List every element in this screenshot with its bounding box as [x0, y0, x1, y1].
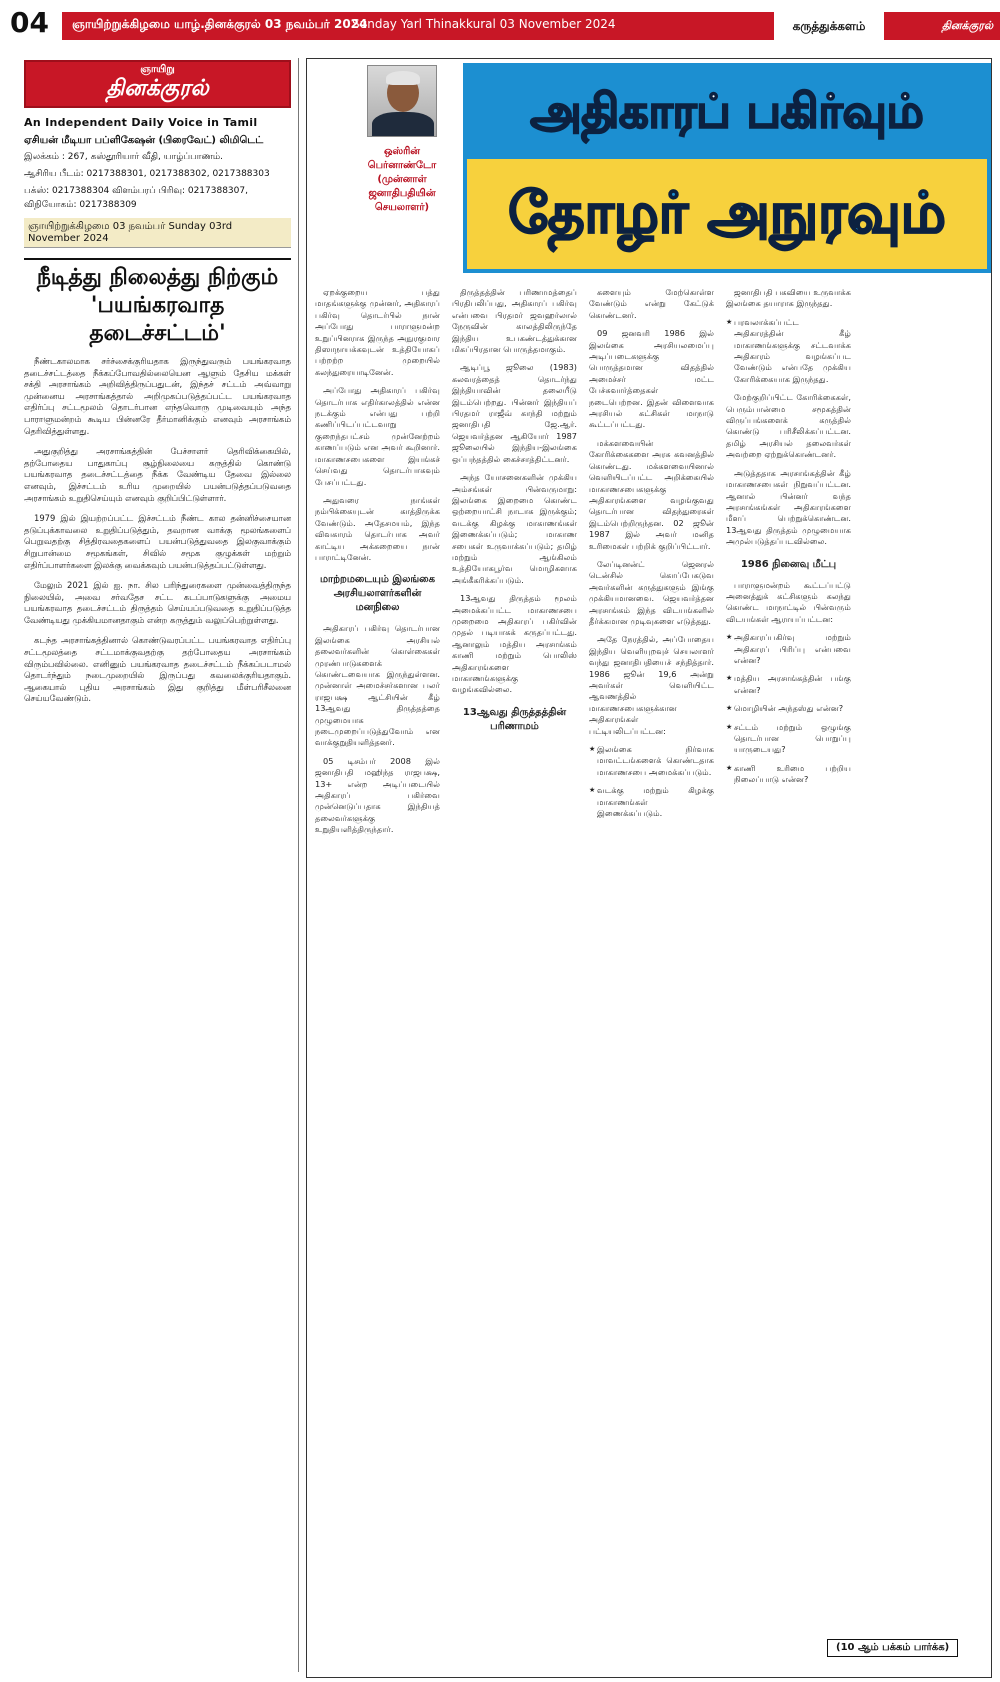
article-bullet: ★ வடக்கு மற்றும் கிழக்கு மாகாணங்கள் இணைக்கப்படும். [589, 785, 714, 819]
article-column-3 [589, 287, 714, 1671]
article-paragraph: திருத்தத்தின் பரிணாமத்தைப் பிரதிபலிப்பது, அதிகாரப் பகிர்வு என்பவை பிரதமர் ஜவஹர்லால் நேருவின் காலத்திலிருந்தே இந்திய உபகண்டத்துக்கான மிகப்பிரதான பொருத்தமாகும். [452, 287, 577, 355]
article-paragraph: அதுவரை நாங்கள் நம்பிக்கையுடன் காத்திருக்க வேண்டும். அதேசமயம், இந்த விவகாரம் தொடர்பாக அவர் காட்டிய அக்கறையை நான் பாராட்டினேன். [315, 494, 440, 562]
article-paragraph: அதிகாரப் பகிர்வு தொடர்பான இலங்கை அரசியல் தலைவர்களின் கொள்கைகள் முரண்பாடுகளைக் கொண்டவையாக இருந்துள்ளன. முன்னாள் அமைச்சர்களான பலர் ராஜபக்ஷ ஆட்சியின் கீழ் 13ஆவது திருத்தத்தை முழுமையாக நடைமுறைப்படுத்துவோம் என வாக்குறுதியளித்தனர். [315, 623, 440, 748]
article-paragraph: மேற்குறிப்பிட்ட கோரிக்கைகள், பெரும்பான்மை சமூகத்தின் விருப்பங்களைக் கருத்தில் கொண்டு பரிசீலிக்கப்பட்டன. தமிழ் அரசியல் தலைவர்கள் அவற்றை ஏற்றுக்கொண்டனர். [726, 392, 851, 460]
editorial-paragraph: மேலும் 2021 இல் ஐ. நா. சில பரிந்துரைகளை முன்வைத்திருந்த நிலையில், அவை சர்வதேச சட்ட கடப்பாடுகளுக்கு அமைய பயங்கரவாத தடைச்சட்டம் திருத்தம் செய்யப்படுவதை உறுதிப்படுத்த வேண்டியது முக்கியமானதாகும் என்ற கருத்தும் வலுப்பெற்றுள்ளது. [24, 580, 291, 625]
editorial-paragraph: கடந்த அரசாங்கத்தினால் கொண்டுவரப்பட்ட பயங்கரவாத எதிர்ப்பு சட்டமூலத்தை சட்டமாக்குவதற்கு தற்போதைய அரசாங்கம் விரும்பவில்லை. எனினும் பயங்கரவாத தடைச்சட்டம் நீக்கப்படாமல் தொடர்ந்தும் நடைமுறையில் இருப்பது கவலைக்குரியதாகும். ஆகையால் புதிய அரசாங்கம் இது குறித்து மீள்பரிசீலனை செய்யவேண்டும். [24, 635, 291, 704]
article-bullet: ★ சட்டம் மற்றும் ஒழுங்கு தொடர்பான பொறுப்பு யாருடையது? [726, 722, 851, 756]
article-subhead: 13ஆவது திருத்தத்தின் பரிணாமம் [462, 706, 567, 732]
publisher-phones: ஆசிரிய பீடம்: 0217388301, 0217388302, 0217388303 [24, 169, 270, 179]
page-number: 04 [10, 6, 49, 39]
date-english: Sunday Yarl Thinakkural 03 November 2024 [352, 17, 616, 31]
editorial-body [24, 356, 291, 1682]
article-column-1 [315, 287, 440, 1671]
article-paragraph: பாராளுமன்றம் கூட்டப்பட்டு அனைத்துக் கட்சிகளும் கலந்து கொண்ட மாநாட்டில் பின்வரும் விடயங்கள் ஆராயப்பட்டன: [726, 579, 851, 624]
article-bullet: ★ மத்திய அரசாங்கத்தின் பங்கு என்ன? [726, 673, 851, 696]
article-paragraph: 13ஆவது திருத்தம் மூலம் அமைக்கப்பட்ட மாகாணசபை முறைமை அதிகாரப் பகிர்வின் முதல் படியாகக் கருதப்பட்டது. ஆனாலும் மத்திய அரசாங்கம் காணி மற்றும் பொலிஸ் அதிகாரங்களை மாகாணங்களுக்கு வழங்கவில்லை. [452, 593, 577, 695]
article-column-4 [726, 287, 851, 1671]
publisher-name: ஏசியன் மீடியா பப்ளிகேஷன் (பிரைவேட்) லிமிடெட் [24, 135, 264, 146]
masthead-logo [24, 60, 291, 108]
headline-line-1: அதிகாரப் பகிர்வும் [530, 84, 924, 138]
article-columns [315, 287, 985, 1671]
author-box [351, 65, 453, 241]
editorial-title: நீடித்து நிலைத்து நிற்கும் 'பயங்கரவாத தடைச்சட்டம்' [24, 258, 291, 348]
author-byline: ஒஸ்ரின் பெர்னாண்டோ (முன்னாள் ஜனாதிபதியின் செயலாளர்) [367, 146, 437, 213]
article-paragraph: ஏறக்குறைய பத்து மாதங்களுக்கு முன்னர், அதிகாரப் பகிர்வு தொடர்பில் நான் அப்போது பாராளுமன்ற உறுப்பினராக இருந்த அநுரகுமார திஸாநாயக்கவுடன் உத்தியோகப் பற்றற்ற முறையில் கலந்துரையாடினேன். [315, 287, 440, 377]
continued-on-page[interactable]: (10 ஆம் பக்கம் பார்க்க) [827, 1639, 958, 1657]
article-paragraph: ஜனாதிபதி பகவியை உருவாக்க இலங்கை தயாராக இருந்தது. [726, 287, 851, 309]
feature-article [306, 58, 992, 1678]
masthead-sunday: ஞாயிறு [140, 64, 175, 75]
article-paragraph: அப்போது அதிகாரப் பகிர்வு தொடர்பாக எதிர்காலத்தில் என்ன நடக்கும் என்பது பற்றி கணிப்பிடப்பட்டவாறு குறைந்தபட்சம் முன்னேற்றம் காணப்படும் என அவர் கூறினார். மாகாணசபைகளை இயங்கச் செய்வது தொடர்பாகவும் பேசப்பட்டது. [315, 385, 440, 487]
date-tamil: ஞாயிற்றுக்கிழமை யாழ்.தினக்குரல் 03 நவம்பர் 2024 [72, 17, 368, 31]
article-paragraph: அந்த யோசனைகளின் முக்கிய அம்சங்கள் பின்வருமாறு: இலங்கை இறைமை கொண்ட ஒற்றையாட்சி நாடாக இருக்கும்; வடக்கு கிழக்கு மாகாணங்கள் இணைக்கப்படும்; மாகாண சபைகள் உருவாக்கப்படும்; தமிழ் மற்றும் ஆங்கிலம் உத்தியோகபூர்வ மொழிகளாக அங்கீகரிக்கப்படும். [452, 472, 577, 585]
editorial-paragraph: 1979 இல் இயற்றப்பட்ட இச்சட்டம் நீண்ட கால தன்னிச்சையான தடுப்புக்காவலை உறுதிப்படுத்தும், தவறான வாக்கு மூலங்களைப் பெறுவதற்கு சித்திரவதைகளைப் பயன்படுத்துவதை இலகுவாக்கும் சிறுபான்மை சமூகங்கள், சிவில் சமூக குழுக்கள் மற்றும் எதிர்ப்பாளர்களை இலக்கு வைக்கவும் பயன்படுத்தப்பட்டுள்ளது. [24, 513, 291, 570]
masthead-tagline: An Independent Daily Voice in Tamil [24, 116, 258, 129]
article-bullet: ★ பரவலாக்கப்பட்ட அதிகாரத்தின் கீழ் மாகாணங்களுக்கு சட்டவாக்க அதிகாரம் வழங்கப்பட வேண்டும் என்பதே முக்கிய கோரிக்கையாக இருந்தது. [726, 317, 851, 385]
date-strip [62, 12, 935, 40]
article-paragraph: மக்களவையின் கோரிக்கைகளை அரசு கவனத்தில் கொண்டது. மக்களவையினால் வெளியிடப்பட்ட அறிக்கையில் மாகாணசபைகளுக்கு அதிகாரங்களை வழங்குவது தொடர்பான விதந்துரைகள் இடம்பெற்றிருந்தன. 02 ஜூன் 1987 இல் அவர் மனித உரிமைகள் பற்றிக் குறிப்பிட்டார். [589, 437, 714, 551]
article-paragraph: லேப்டினன்ட் ஜெனரல் டென்சில் கொப்பேகடுவ அவர்களின் கருத்துகளும் இங்கு முக்கியமானவை. ஜெயவர்த்தன அரசாங்கம் இந்த விடயங்களில் தீர்க்கமான முடிவுகளை எடுத்தது. [589, 558, 714, 626]
section-label: கருத்துக்களம் [774, 12, 884, 40]
article-paragraph: ஆடிப்பூ ஜூலை (1983) கலவரத்தைத் தொடர்ந்து இந்தியாவின் தலையீடு இடம்பெற்றது. பின்னர் இந்தியப் பிரதமர் ராஜீவ் காந்தி மற்றும் ஜனாதிபதி ஜே.ஆர். ஜெயவர்த்தன ஆகியோர் 1987 ஜூலையில் இந்திய-இலங்கை ஒப்பந்தத்தில் கைச்சாத்திட்டனர். [452, 362, 577, 464]
page-header [0, 0, 1000, 48]
editorial-column [24, 60, 291, 1680]
article-paragraph: களையும் மேற்கொள்ள வேண்டும் என்று கேட்டுக் கொண்டனர். [589, 287, 714, 320]
publisher-address: இலக்கம் : 267, கஸ்தூரியார் வீதி, யாழ்ப்பாணம். [24, 152, 224, 162]
column-divider [298, 58, 299, 1672]
brand-logo-small: தினக்குரல் [935, 12, 1000, 40]
headline-panel [463, 63, 991, 273]
article-subhead: மாற்றமடையும் இலங்கை அரசியலாளர்களின் மனநிலை [319, 574, 436, 614]
article-paragraph: அடுத்ததாக அரசாங்கத்தின் கீழ் மாகாணசபைகள் நிறுவப்பட்டன. ஆனால் பின்னர் வந்த அரசாங்கங்கள் அதிகாரங்களை மீளப் பெற்றுக்கொண்டன. 13ஆவது திருத்தம் முழுமையாக அமுல்படுத்தப்படவில்லை. [726, 467, 851, 547]
article-bullet: ★ காணி உரிமை பற்றிய நிலைப்பாடு என்ன? [726, 763, 851, 786]
headline-line-2: தோழர் அநுரவும் [508, 181, 946, 246]
article-paragraph: அதே நேரத்தில், அப்போதைய இந்திய வெளியுறவுச் செயலாளர் வந்து ஜனாதிபதியைச் சந்தித்தார். 1986 ஜூன் 19,6 அன்று அவர்கள் வெளியிட்ட ஆவணத்தில் மாகாணசபைகளுக்கான அதிகாரங்கள் பட்டியலிடப்பட்டன: [589, 634, 714, 736]
article-paragraph: 09 ஜனவரி 1986 இல் இலங்கை அரசியலமைப்பு அடிப்படைகளுக்கு பொருத்தமான விதத்தில் அமைச்சர் மட்ட பேச்சுவார்த்தைகள் நடைபெற்றன. இதன் விளைவாக அரசியல் கட்சிகள் மாநாடு கூட்டப்பட்டது. [589, 328, 714, 430]
article-paragraph: 05 டிசம்பர் 2008 இல் ஜனாதிபதி மஹிந்த ராஜபக்ஷ, 13+ என்ற அடிப்படையில் அதிகாரப் பகிர்வை முன்னெடுப்பதாக இந்தியத் தலைவர்களுக்கு உறுதியளித்திருந்தார். [315, 755, 440, 835]
article-column-2 [452, 287, 577, 1671]
article-subhead: 1986 நினைவு மீட்பு [740, 558, 837, 570]
article-bullet: ★ அதிகாரப்பகிர்வு மற்றும் அதிகாரப் பிரிப்பு என்பவை என்ன? [726, 632, 851, 666]
publisher-contacts: பக்ஸ்: 0217388304 விளம்பரப் பிரிவு: 0217388307, விநியோகம்: 0217388309 [24, 186, 248, 210]
editorial-paragraph: நீண்டகாலமாக சர்ச்சைக்குரியதாக இருந்துவரும் பயங்கரவாத தடைச்சட்டத்தை நீக்கப்போவதில்லையென ஆளும் தேசிய மக்கள் சக்தி அரசாங்கம் அறிவித்திருப்பதுடன், இந்தச் சட்டம் அவ்வாறு முன்னைய அரசாங்கத்தால் அறிமுகப்படுத்தப்பட்ட பயங்கரவாத எதிர்ப்பு சட்டமூலம் தொடர்பான எந்தவொரு முடிவையும் அந்த பாராளுமன்றம் கூடிய பின்னரே தீர்மானிக்கும் எனவும் அரசாங்கம் தெரிவித்துள்ளது. [24, 356, 291, 436]
masthead-name: தினக்குரல் [106, 76, 209, 101]
headline-line-2-band [467, 159, 987, 269]
author-photo [367, 65, 437, 137]
article-bullet: ★ இலங்கை நிர்வாக மாவட்டங்களைக் கொண்டதாக மாகாணசபை அமைக்கப்படும். [589, 744, 714, 778]
editorial-paragraph: அதுகுறித்து அரசாங்கத்தின் பேச்சாளர் தெரிவிக்கையில், தற்போதைய பாதுகாப்பு சூழ்நிலையை கருத்தில் கொண்டு பயங்கரவாத தடைச்சட்டத்தை நீக்க வேண்டிய தேவை இல்லை எனவும், இச்சட்டம் உரிய முறையில் பயன்படுத்தப்படுவதை அரசாங்கம் உறுதிசெய்யும் எனவும் குறிப்பிட்டுள்ளார். [24, 446, 291, 503]
editorial-dateline: ஞாயிற்றுக்கிழமை 03 நவம்பர் Sunday 03rd November 2024 [24, 218, 291, 248]
article-bullet: ★ மொழியின் அந்தஸ்து என்ன? [726, 703, 851, 714]
